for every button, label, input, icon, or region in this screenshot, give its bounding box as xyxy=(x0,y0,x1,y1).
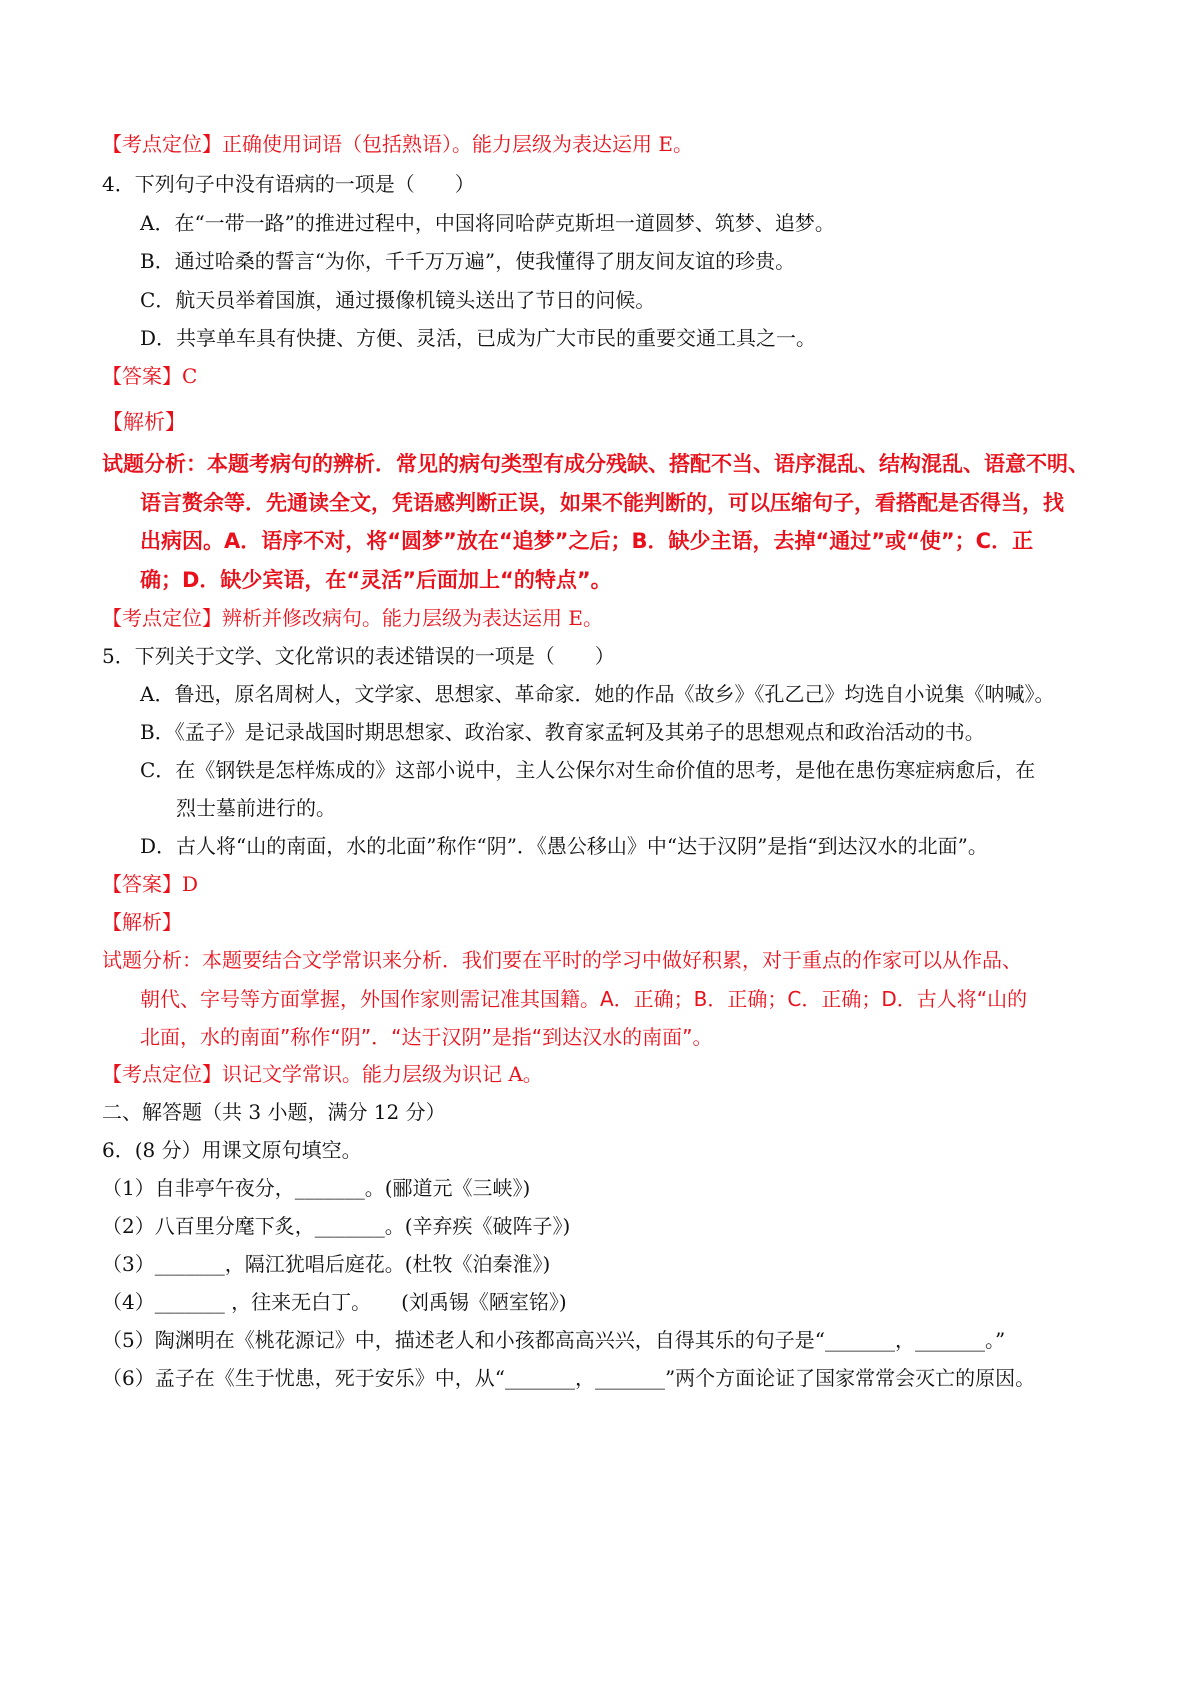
q6-item-6: （6）孟子在《生于忧患，死于安乐》中，从“_______，_______”两个方面论证了国家常常会灭亡的原因。 xyxy=(102,1366,1036,1390)
q5-option-d: D．古人将“山的南面，水的北面”称作“阴”．《愚公移山》中“达于汉阴”是指“到达汉水的北面”。 xyxy=(140,834,988,858)
q3-point-label: 【考点定位】 xyxy=(102,132,222,156)
q4-answer: C xyxy=(182,364,198,388)
q4-option-a: A．在“一带一路”的推进过程中，中国将同哈萨克斯坦一道圆梦、筑梦、追梦。 xyxy=(140,211,835,235)
q4-option-d: D．共享单车具有快捷、方便、灵活，已成为广大市民的重要交通工具之一。 xyxy=(140,326,817,350)
q5-point-line xyxy=(102,1060,543,1088)
q4-point-text: 辨析并修改病句。能力层级为表达运用 E。 xyxy=(222,606,603,630)
q5-analysis-line-1: 试题分析：本题要结合文学常识来分析．我们要在平时的学习中做好积累，对于重点的作家可以从作品、 xyxy=(102,948,1022,972)
q6-item-4: （4）_______ ，往来无白丁。 (刘禹锡《陋室铭》) xyxy=(102,1290,567,1314)
q4-option-c: C．航天员举着国旗，通过摄像机镜头送出了节日的问候。 xyxy=(140,288,656,312)
q5-analysis-line-2: 朝代、字号等方面掌握，外国作家则需记准其国籍。A．正确；B．正确；C．正确；D．古人将“山的 xyxy=(140,987,1028,1011)
q5-answer-label: 【答案】 xyxy=(102,872,182,896)
q5-option-a: A．鲁迅，原名周树人，文学家、思想家、革命家．她的作品《故乡》《孔乙己》均选自小说集《呐喊》。 xyxy=(140,682,1055,706)
q5-point-text: 识记文学常识。能力层级为识记 A。 xyxy=(222,1062,543,1086)
q4-analysis-line-4: 确；D．缺少宾语，在“灵活”后面加上“的特点”。 xyxy=(140,568,612,592)
q5-point-label: 【考点定位】 xyxy=(102,1062,222,1086)
q4-analysis-line-3: 出病因。A．语序不对，将“圆梦”放在“追梦”之后；B．缺少主语，去掉“通过”或“使”；C．正 xyxy=(140,529,1034,553)
q3-point-line xyxy=(102,130,693,158)
q6-item-2: （2）八百里分麾下炙，_______。(辛弃疾《破阵子》) xyxy=(102,1214,571,1238)
q6-stem: 6．(8 分）用课文原句填空。 xyxy=(102,1138,362,1162)
q4-answer-line xyxy=(102,362,197,390)
q5-analysis-line-3: 北面，水的南面”称作“阴”．“达于汉阴”是指“到达汉水的南面”。 xyxy=(140,1025,713,1049)
q5-stem: 5．下列关于文学、文化常识的表述错误的一项是（ ） xyxy=(102,644,615,668)
q4-stem: 4．下列句子中没有语病的一项是（ ） xyxy=(102,172,475,196)
q5-option-b: B．《孟子》是记录战国时期思想家、政治家、教育家孟轲及其弟子的思想观点和政治活动的书。 xyxy=(140,720,985,744)
q4-analysis-label: 【解析】 xyxy=(102,410,186,434)
q6-item-3: （3）_______，隔江犹唱后庭花。(杜牧《泊秦淮》) xyxy=(102,1252,551,1276)
q4-answer-label: 【答案】 xyxy=(102,364,182,388)
section2-title: 二、解答题（共 3 小题，满分 12 分） xyxy=(102,1100,446,1124)
q4-option-b: B．通过哈桑的誓言“为你，千千万万遍”，使我懂得了朋友间友谊的珍贵。 xyxy=(140,249,796,273)
q4-analysis-line-1: 试题分析：本题考病句的辨析．常见的病句类型有成分残缺、搭配不当、语序混乱、结构混乱、语意不明、 xyxy=(102,452,1089,476)
q6-item-1: （1）自非亭午夜分，_______。(郦道元《三峡》) xyxy=(102,1176,531,1200)
q5-answer-line xyxy=(102,870,198,898)
q4-point-label: 【考点定位】 xyxy=(102,606,222,630)
q5-answer: D xyxy=(182,872,199,896)
q4-analysis-line-2: 语言赘余等．先通读全文，凭语感判断正误，如果不能判断的，可以压缩句子，看搭配是否得当，找 xyxy=(140,491,1064,515)
q5-option-c: C．在《钢铁是怎样炼成的》这部小说中，主人公保尔对生命价值的思考，是他在患伤寒症病愈后，在 xyxy=(140,758,1036,782)
q6-item-5: （5）陶渊明在《桃花源记》中，描述老人和小孩都高高兴兴，自得其乐的句子是“_______，_______。” xyxy=(102,1328,1006,1352)
q3-point-text: 正确使用词语（包括熟语）。能力层级为表达运用 E。 xyxy=(222,132,693,156)
q5-analysis-label: 【解析】 xyxy=(102,910,182,934)
q4-point-line xyxy=(102,604,603,632)
q5-option-c-cont: 烈士墓前进行的。 xyxy=(176,796,336,820)
